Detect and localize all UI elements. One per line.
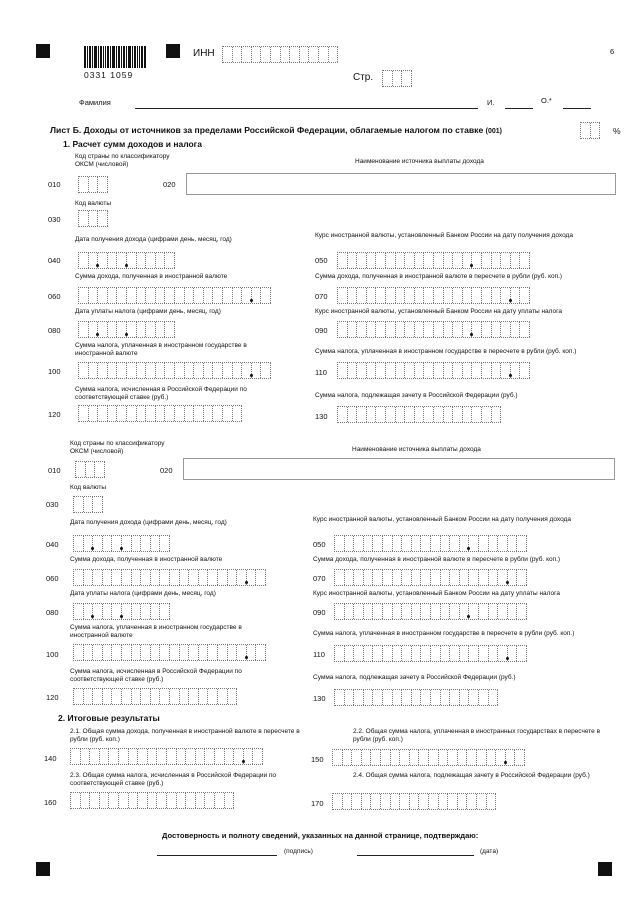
field-110[interactable] bbox=[334, 645, 527, 662]
date-line[interactable] bbox=[357, 855, 474, 856]
initial-o-label: О.* bbox=[541, 96, 552, 105]
code-120: 120 bbox=[46, 693, 59, 702]
code-090: 090 bbox=[313, 608, 326, 617]
confirmation-text: Достоверность и полноту сведений, указанных на данной странице, подтверждаю: bbox=[162, 831, 479, 840]
inn-field[interactable] bbox=[222, 46, 338, 63]
code-090: 090 bbox=[315, 326, 328, 335]
field-030[interactable] bbox=[78, 210, 108, 227]
section2-heading: 2. Итоговые результаты bbox=[58, 713, 160, 723]
code-130: 130 bbox=[315, 412, 328, 421]
label-150: 2.2. Общая сумма налога, уплаченная в иностранных государствах в пересчете в рубли (руб. коп.) bbox=[353, 728, 601, 743]
code-100: 100 bbox=[46, 650, 59, 659]
surname-field[interactable] bbox=[135, 108, 478, 109]
field-100[interactable] bbox=[78, 362, 271, 379]
surname-label: Фамилия bbox=[79, 98, 111, 107]
label-090: Курс иностранной валюты, установленный Банком России на дату уплаты налога bbox=[315, 308, 562, 315]
label-090: Курс иностранной валюты, установленный Банком России на дату уплаты налога bbox=[313, 590, 560, 597]
field-130[interactable] bbox=[337, 406, 501, 423]
field-010[interactable] bbox=[75, 461, 105, 478]
field-020[interactable] bbox=[183, 458, 615, 480]
page-field[interactable] bbox=[382, 70, 412, 87]
field-120[interactable] bbox=[73, 688, 237, 705]
field-070[interactable] bbox=[334, 569, 527, 586]
code-010: 010 bbox=[48, 466, 61, 475]
label-050: Курс иностранной валюты, установленный Банком России на дату получения дохода bbox=[313, 516, 571, 523]
code-130: 130 bbox=[313, 694, 326, 703]
rate-field[interactable] bbox=[580, 122, 600, 139]
label-130: Сумма налога, подлежащая зачету в Российской Федерации (руб.) bbox=[315, 392, 518, 399]
code-070: 070 bbox=[313, 574, 326, 583]
signature-label: (подпись) bbox=[284, 848, 313, 855]
label-080: Дата уплаты налога (цифрами день, месяц, год) bbox=[70, 590, 216, 597]
label-040: Дата получения дохода (цифрами день, месяц, год) bbox=[75, 236, 232, 243]
label-130: Сумма налога, подлежащая зачету в Российской Федерации (руб.) bbox=[313, 674, 516, 681]
code-020: 020 bbox=[160, 466, 173, 475]
percent-sign: % bbox=[613, 126, 621, 136]
label-160: 2.3. Общая сумма налога, исчисленная в Российской Федерации по соответствующей ставке (руб.) bbox=[70, 772, 277, 787]
initial-i-label: И. bbox=[487, 98, 495, 107]
section1-heading: 1. Расчет сумм доходов и налога bbox=[63, 139, 202, 149]
code-060: 060 bbox=[46, 574, 59, 583]
code-160: 160 bbox=[44, 798, 57, 807]
field-090[interactable] bbox=[337, 321, 530, 338]
field-080[interactable] bbox=[78, 321, 175, 338]
field-160[interactable] bbox=[70, 792, 234, 809]
code-120: 120 bbox=[48, 410, 61, 419]
signature-line[interactable] bbox=[157, 855, 277, 856]
code-020: 020 bbox=[163, 180, 176, 189]
label-070: Сумма дохода, полученная в иностранной валюте в пересчете в рубли (руб. коп.) bbox=[315, 273, 563, 280]
field-070[interactable] bbox=[337, 287, 530, 304]
barcode-number: 0331 1059 bbox=[84, 70, 134, 80]
code-030: 030 bbox=[48, 215, 61, 224]
label-110: Сумма налога, уплаченная в иностранном государстве в пересчете в рубли (руб. коп.) bbox=[315, 348, 577, 355]
inn-label: ИНН bbox=[193, 48, 215, 59]
code-150: 150 bbox=[311, 755, 324, 764]
code-080: 080 bbox=[48, 326, 61, 335]
code-050: 050 bbox=[315, 256, 328, 265]
label-170: 2.4. Общая сумма налога, подлежащая зачету в Российской Федерации (руб.) bbox=[353, 772, 590, 779]
label-050: Курс иностранной валюты, установленный Банком России на дату получения дохода bbox=[315, 232, 573, 239]
code-010: 010 bbox=[48, 180, 61, 189]
barcode bbox=[84, 46, 146, 68]
label-030: Код валюты bbox=[70, 484, 107, 491]
code-170: 170 bbox=[311, 799, 324, 808]
date-label: (дата) bbox=[480, 848, 499, 855]
field-010[interactable] bbox=[78, 176, 108, 193]
label-030: Код валюты bbox=[75, 200, 112, 207]
code-060: 060 bbox=[48, 292, 61, 301]
label-070: Сумма дохода, полученная в иностранной валюте в пересчете в рубли (руб. коп.) bbox=[313, 556, 561, 563]
sheet-title: Лист Б. Доходы от источников за пределами Российской Федерации, облагаемые налогом по ставке (001) bbox=[50, 125, 502, 135]
code-040: 040 bbox=[48, 256, 61, 265]
code-100: 100 bbox=[48, 367, 61, 376]
field-040[interactable] bbox=[73, 535, 170, 552]
label-020: Наименование источника выплаты дохода bbox=[352, 446, 481, 453]
label-100: Сумма налога, уплаченная в иностранном государстве в иностранной валюте bbox=[70, 624, 242, 639]
code-040: 040 bbox=[46, 540, 59, 549]
code-050: 050 bbox=[313, 540, 326, 549]
label-060: Сумма дохода, полученная в иностранной валюте bbox=[70, 556, 223, 563]
code-070: 070 bbox=[315, 292, 328, 301]
label-010: Код страны по классификатору ОКСМ (числовой) bbox=[70, 440, 165, 455]
field-120[interactable] bbox=[78, 405, 242, 422]
label-110: Сумма налога, уплаченная в иностранном государстве в пересчете в рубли (руб. коп.) bbox=[313, 630, 575, 637]
label-020: Наименование источника выплаты дохода bbox=[355, 158, 484, 165]
field-090[interactable] bbox=[334, 603, 527, 620]
registration-mark bbox=[36, 862, 50, 876]
field-170[interactable] bbox=[332, 793, 496, 810]
field-140[interactable] bbox=[70, 748, 263, 765]
page-label: Стр. bbox=[353, 72, 374, 83]
field-020[interactable] bbox=[186, 173, 616, 195]
registration-mark bbox=[36, 44, 50, 58]
field-110[interactable] bbox=[337, 362, 530, 379]
initial-o-field[interactable] bbox=[563, 108, 591, 109]
field-060[interactable] bbox=[73, 569, 266, 586]
label-120: Сумма налога, исчисленная в Российской Федерации по соответствующей ставке (руб.) bbox=[75, 386, 247, 401]
label-060: Сумма дохода, полученная в иностранной валюте bbox=[75, 273, 228, 280]
field-130[interactable] bbox=[334, 689, 498, 706]
label-040: Дата получения дохода (цифрами день, месяц, год) bbox=[70, 519, 227, 526]
page-number: 6 bbox=[610, 47, 615, 56]
field-050[interactable] bbox=[334, 535, 527, 552]
field-080[interactable] bbox=[73, 603, 170, 620]
label-100: Сумма налога, уплаченная в иностранном государстве в иностранной валюте bbox=[75, 342, 247, 357]
field-060[interactable] bbox=[78, 287, 271, 304]
field-150[interactable] bbox=[332, 749, 525, 766]
label-010: Код страны по классификатору ОКСМ (числовой) bbox=[75, 153, 170, 168]
field-040[interactable] bbox=[78, 252, 175, 269]
initial-i-field[interactable] bbox=[505, 108, 533, 109]
field-030[interactable] bbox=[73, 496, 103, 513]
code-110: 110 bbox=[313, 650, 325, 659]
registration-mark bbox=[598, 862, 612, 876]
field-050[interactable] bbox=[337, 252, 530, 269]
field-100[interactable] bbox=[73, 644, 266, 661]
label-120: Сумма налога, исчисленная в Российской Федерации по соответствующей ставке (руб.) bbox=[70, 668, 242, 683]
registration-mark bbox=[166, 44, 180, 58]
label-140: 2.1. Общая сумма дохода, полученная в иностранной валюте в пересчете в рубли (руб. коп.) bbox=[70, 728, 300, 743]
code-110: 110 bbox=[315, 368, 327, 377]
code-140: 140 bbox=[44, 754, 57, 763]
label-080: Дата уплаты налога (цифрами день, месяц, год) bbox=[75, 308, 221, 315]
code-030: 030 bbox=[46, 500, 59, 509]
code-080: 080 bbox=[46, 608, 59, 617]
